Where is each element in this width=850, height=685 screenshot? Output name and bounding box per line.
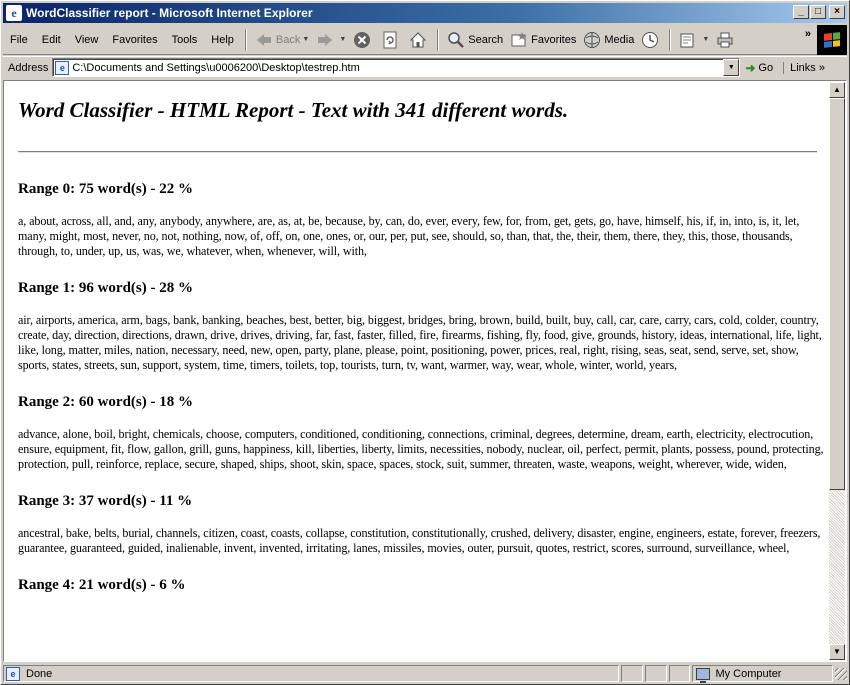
favorites-label: Favorites — [531, 33, 577, 46]
refresh-button[interactable] — [377, 28, 405, 52]
back-label: Back — [275, 33, 301, 46]
go-label: Go — [758, 61, 774, 74]
menu-view[interactable]: View — [74, 33, 99, 46]
go-arrow-icon: ➜ — [745, 60, 756, 75]
search-label: Search — [468, 33, 504, 46]
horizontal-rule — [18, 151, 817, 153]
title-bar[interactable] — [3, 3, 847, 23]
toolbar-separator — [669, 29, 671, 51]
back-button[interactable] — [251, 28, 312, 52]
html-page-icon: e — [55, 61, 69, 75]
print-button[interactable] — [712, 28, 740, 52]
range-heading: Range 3: 37 word(s) - 11 % — [18, 493, 193, 509]
status-cell — [621, 665, 643, 682]
address-bar — [3, 56, 847, 78]
favorites-button[interactable] — [506, 28, 579, 52]
range-heading: Range 1: 96 word(s) - 28 % — [18, 280, 193, 296]
range-block — [18, 576, 817, 594]
status-text: Done — [26, 667, 53, 680]
history-icon — [640, 30, 660, 50]
favorites-star-icon — [509, 30, 529, 50]
maximize-button[interactable]: □ — [810, 5, 826, 19]
menu-file[interactable]: File — [10, 33, 28, 46]
range-words: advance, alone, boil, bright, chemicals, choose, computers, conditioned, conditioning, connections, criminal, degrees, determine, dream, earth, electricity, electrocution, ensure, equipment, fit, flow, gallon, grill, guns, happiness, kill, liberties, liberty, limits, necessities, nobody, nuclear, oil, perfect, permit, plants, possess, pound, protecting, protection, pull, reinforce, replace, secure, shaped, ships, shoot, skin, space, spaces, stock, suit, summer, threaten, waste, weapons, weight, wherever, wide, widen, — [18, 427, 824, 471]
status-main — [3, 665, 619, 682]
resize-grip[interactable] — [835, 668, 847, 680]
toolbar-separator — [245, 29, 247, 51]
windows-logo-icon — [817, 25, 847, 55]
media-icon — [582, 30, 602, 50]
search-button[interactable] — [443, 28, 506, 52]
search-icon — [446, 30, 466, 50]
status-cell — [645, 665, 667, 682]
range-heading: Range 0: 75 word(s) - 22 % — [18, 181, 193, 197]
address-value[interactable]: C:\Documents and Settings\u0006200\Desktop\testrep.htm — [72, 61, 360, 74]
history-button[interactable] — [637, 28, 665, 52]
vertical-scrollbar[interactable] — [829, 82, 845, 660]
refresh-icon — [380, 30, 400, 50]
mail-dropdown-icon[interactable]: ▼ — [702, 36, 710, 43]
scroll-down-button[interactable]: ▼ — [829, 644, 845, 660]
close-button[interactable]: × — [829, 5, 845, 19]
page-done-icon: e — [6, 667, 20, 681]
mail-button[interactable] — [675, 28, 712, 52]
menu-help[interactable]: Help — [211, 33, 234, 46]
printer-icon — [715, 30, 735, 50]
address-label: Address — [8, 61, 49, 74]
range-heading: Range 4: 21 word(s) - 6 % — [18, 577, 186, 593]
toolbar-overflow-icon[interactable]: » — [804, 28, 811, 40]
toolbar-separator — [437, 29, 439, 51]
menu-toolbar — [3, 25, 847, 55]
status-bar — [3, 664, 847, 683]
ie-icon: e — [6, 5, 22, 21]
my-computer-icon — [696, 668, 710, 680]
stop-button[interactable] — [349, 28, 377, 52]
range-words: air, airports, america, arm, bags, bank, banking, beaches, best, better, big, biggest, bridges, bring, brown, build, built, buy, call, car, care, carry, cars, cold, colder, country, create, day, direction, directions, drawn, drive, drives, driving, far, fast, faster, filled, fire, firearms, fishing, fly, food, give, grounds, history, ideas, international, life, light, like, long, matter, miles, nation, necessary, need, new, open, party, plane, please, point, positioning, power, prices, real, right, rising, seas, seat, send, serve, set, show, sports, states, streets, sun, support, system, time, timers, toilets, top, tourists, turn, tv, want, warmer, way, wear, whole, winter, world, years, — [18, 313, 822, 372]
go-button[interactable] — [745, 61, 773, 75]
range-block — [18, 180, 817, 259]
stop-icon — [352, 30, 372, 50]
forward-dropdown-icon[interactable]: ▼ — [339, 36, 347, 43]
range-block — [18, 279, 822, 373]
scroll-up-button[interactable]: ▲ — [829, 82, 845, 98]
forward-button[interactable] — [312, 28, 349, 52]
home-icon — [408, 30, 428, 50]
mail-icon — [678, 30, 698, 50]
back-dropdown-icon[interactable]: ▼ — [302, 36, 310, 43]
page-viewport — [3, 80, 847, 662]
status-cell — [669, 665, 691, 682]
menu-tools[interactable]: Tools — [171, 33, 198, 46]
links-label: Links — [790, 61, 816, 74]
page-content — [5, 82, 829, 660]
range-block — [18, 393, 824, 472]
security-zone — [692, 665, 833, 682]
address-dropdown-icon[interactable]: ▼ — [723, 59, 739, 76]
scroll-thumb[interactable] — [829, 98, 845, 490]
zone-label: My Computer — [715, 667, 782, 680]
range-words: a, about, across, all, and, any, anybody, anywhere, are, as, at, be, because, by, can, do, ever, every, few, for, from, get, gets, go, have, himself, his, if, in, into, is, it, let, many, might, most, never, no, not, nothing, now, of, off, on, one, ones, or, our, per, put, see, should, so, than, that, the, their, them, there, they, this, those, thousands, through, to, under, up, us, was, we, whatever, when, whenever, will, with, — [18, 214, 800, 258]
media-label: Media — [604, 33, 635, 46]
menu-favorites[interactable]: Favorites — [112, 33, 158, 46]
range-block — [18, 492, 821, 556]
media-button[interactable] — [579, 28, 637, 52]
range-heading: Range 2: 60 word(s) - 18 % — [18, 394, 193, 410]
address-input[interactable] — [52, 58, 740, 77]
window-title: WordClassifier report - Microsoft Internet Explorer — [26, 6, 313, 20]
links-button[interactable]: Links » — [783, 62, 825, 74]
range-words: ancestral, bake, belts, burial, channels, citizen, coast, coasts, collapse, constitution, constitutionally, crushed, delivery, disaster, engine, engineers, estate, forever, freezers, guarantee, guaranteed, guided, inalienable, invent, invented, irritating, lanes, missiles, movies, outer, pursuit, quotes, restrict, scores, surround, surveillance, wheel, — [18, 526, 821, 555]
menu-edit[interactable]: Edit — [41, 33, 61, 46]
back-arrow-icon — [254, 30, 274, 50]
report-title: Word Classifier - HTML Report - Text with 341 different words. — [18, 98, 569, 122]
forward-arrow-icon — [315, 30, 335, 50]
home-button[interactable] — [405, 28, 433, 52]
minimize-button[interactable]: _ — [793, 5, 809, 19]
